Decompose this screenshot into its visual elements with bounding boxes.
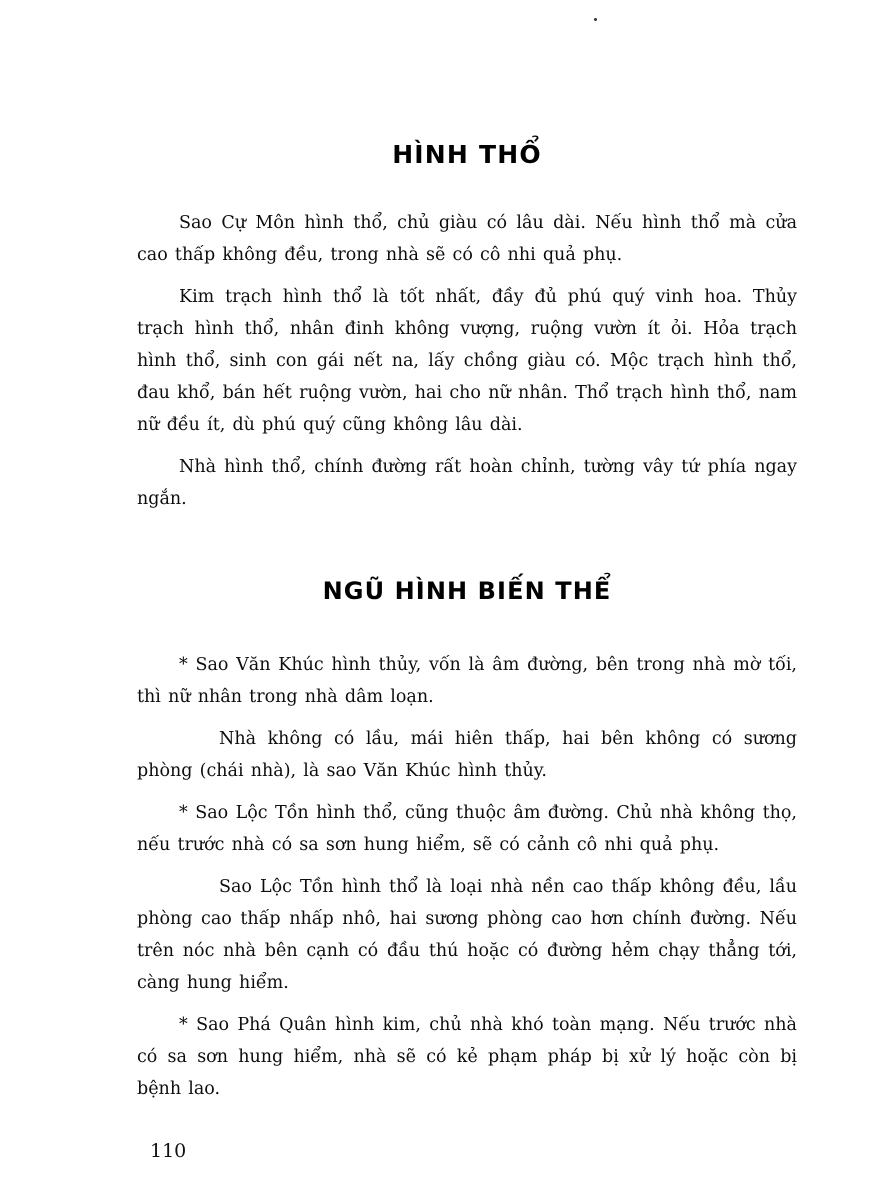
paragraph: * Sao Phá Quân hình kim, chủ nhà khó toàn mạng. Nếu trước nhà có sa sơn hung hiểm, nhà sẽ có kẻ phạm pháp bị xử lý hoặc còn bị bệnh lao. [137, 1015, 797, 1099]
spacer [137, 169, 797, 207]
paragraph: Kim trạch hình thổ là tốt nhất, đầy đủ phú quý vinh hoa. Thủy trạch hình thổ, nhân đinh không vượng, ruộng vườn ít ỏi. Hỏa trạch hình thổ, sinh con gái nết na, lấy chồng giàu có. Mộc trạch hình thổ, đau khổ, bán hết ruộng vườn, hai cho nữ nhân. Thổ trạch hình thổ, nam nữ đều ít, dù phú quý cũng không lâu dài. [137, 287, 797, 435]
paragraph: * Sao Văn Khúc hình thủy, vốn là âm đường, bên trong nhà mờ tối, thì nữ nhân trong nhà dâm loạn. [137, 655, 797, 707]
section-heading-hinh-tho: HÌNH THỔ [392, 140, 542, 169]
paragraph: Sao Lộc Tồn hình thổ là loại nhà nền cao thấp không đều, lầu phòng cao thấp nhấp nhô, hai sương phòng cao hơn chính đường. Nếu trên nóc nhà bên cạnh có đầu thú hoặc có đường hẻm chạy thẳng tới, càng hung hiểm. [137, 877, 797, 993]
section-heading-ngu-hinh-bien-the: NGŨ HÌNH BIẾN THỂ [322, 577, 612, 605]
spacer [137, 605, 797, 649]
spacer [137, 525, 797, 577]
paragraph: Nhà hình thổ, chính đường rất hoàn chỉnh, tường vây tứ phía ngay ngắn. [137, 457, 797, 509]
paragraph: Sao Cự Môn hình thổ, chủ giàu có lâu dài. Nếu hình thổ mà cửa cao thấp không đều, trong nhà sẽ có cô nhi quả phụ. [137, 213, 797, 265]
paragraph: * Sao Lộc Tồn hình thổ, cũng thuộc âm đường. Chủ nhà không thọ, nếu trước nhà có sa sơn hung hiểm, sẽ có cảnh cô nhi quả phụ. [137, 803, 797, 855]
top-margin-mark [594, 18, 597, 21]
page-content [137, 140, 797, 1115]
page-number: 110 [150, 1140, 187, 1162]
paragraph: Nhà không có lầu, mái hiên thấp, hai bên không có sương phòng (chái nhà), là sao Văn Khúc hình thủy. [137, 729, 797, 781]
